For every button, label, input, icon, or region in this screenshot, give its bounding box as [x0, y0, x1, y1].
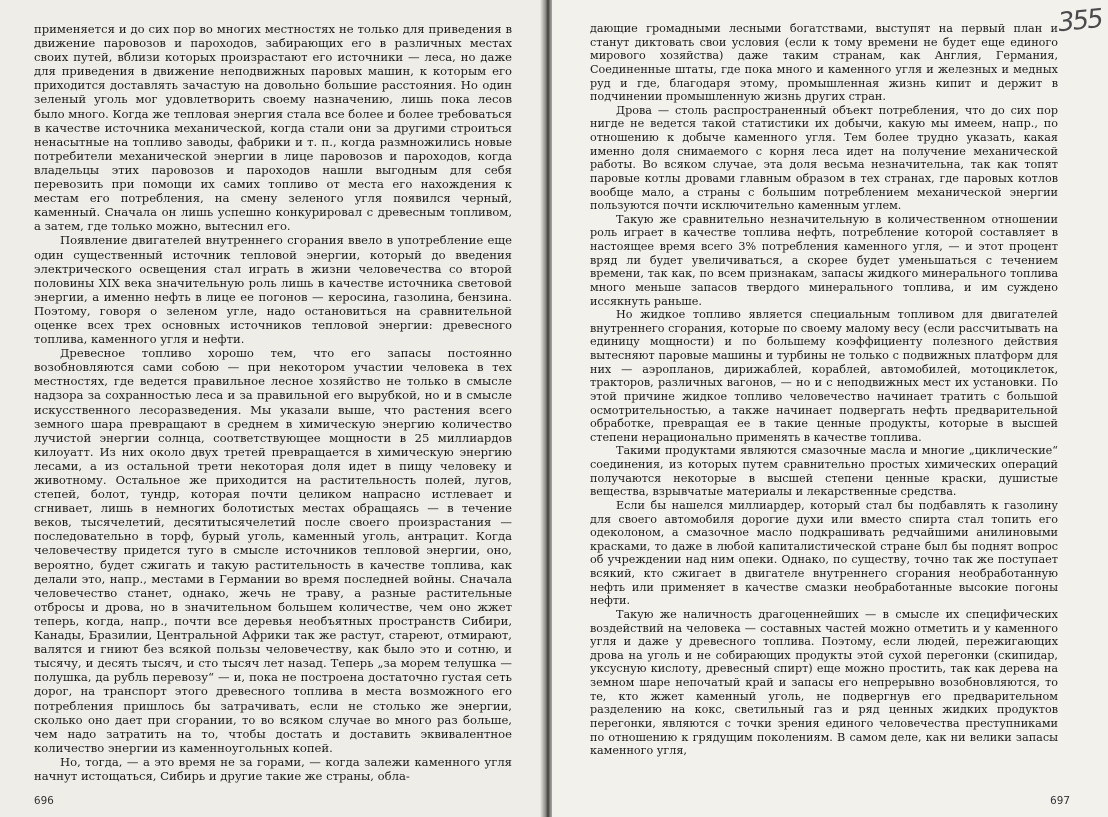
paragraph: Такими продуктами являются смазочные масла и многие „циклические“ соединения, из которых путем сравнительно простых химических операций получаются некоторые в высшей степени ценные краски, душистые вещества, взрывчатые материалы и лекарственные средства. — [590, 444, 1058, 499]
page-number: 696 — [34, 794, 54, 807]
paragraph: Но, тогда, — а это время не за горами, — когда залежи каменного угля начнут истощаться, Сибирь и другие такие же страны, обла- — [34, 754, 512, 783]
right-page-text — [590, 22, 1058, 758]
handwritten-page-mark: 355 — [1056, 3, 1104, 39]
paragraph: применяется и до сих пор во многих местностях не только для приведения в движение паровозов и пароходов, забирающих его в различных местах своих путей, вблизи которых произрастают его источники — леса, но даже для приведения в движение неподвижных паровых машин, к которым его приходится доставлять зачастую на довольно большие расстояния. Но один зеленый уголь мог удовлетворить своему назначению, лишь пока лесов было много. Когда же тепловая энергия стала все более и более требоваться в качестве источника механической, когда стали они за другими строиться ненасытные на топливо заводы, фабрики и т. п., когда размножились новые потребители механической энергии в лице паровозов и пароходов, когда владельцы этих паровозов и пароходов нашли выгодным для себя перевозить при помощи их самих топливо от места его нахождения к местам его потребления, на смену зеленого угля появился черный, каменный. Сначала он лишь успешно конкурировал с древесным топливом, а затем, где только можно, вытеснил его. — [34, 22, 512, 234]
paragraph: Дрова — столь распространенный объект потребления, что до сих пор нигде не ведется такой статистики их добычи, какую мы имеем, напр., по отношению к добыче каменного угля. Тем более трудно указать, какая именно доля снимаемого с корня леса идет на получение механической работы. Во всяком случае, эта доля весьма незначительна, так как топят паровые котлы дровами главным образом в тех странах, где паровых котлов вообще мало, а страны с большим потреблением механической энергии пользуются почти исключительно каменным углем. — [590, 103, 1058, 213]
paragraph: Если бы нашелся миллиардер, который стал бы подбавлять к газолину для своего автомобиля дорогие духи или вместо спирта стал топить его одеколоном, а смазочное масло подкрашивать редчайшими анилиновыми красками, то даже в любой капиталистической стране был бы поднят вопрос об учреждении над ним опеки. Однако, по существу, точно так же поступает всякий, кто сжигает в двигателе внутреннего сгорания необработанную нефть или применяет в качестве смазки необработанные высокие погоны нефти. — [590, 498, 1058, 608]
paragraph: Такую же сравнительно незначительную в количественном отношении роль играет в качестве топлива нефть, потребление которой составляет в настоящее время всего 3% потребления каменного угля, — и этот процент вряд ли будет увеличиваться, а скорее будет уменьшаться с течением времени, так как, по всем признакам, запасы жидкого минерального топлива много меньше запасов твердого минерального топлива, и им суждено иссякнуть раньше. — [590, 212, 1058, 308]
right-page — [552, 0, 1108, 817]
left-page — [0, 0, 545, 817]
paragraph: дающие громадными лесными богатствами, выступят на первый план и станут диктовать свои условия (если к тому времени не будет еще единого мирового хозяйства) даже таким странам, как Англия, Германия, Соединенные штаты, где пока много и каменного угля и железных и медных руд и где, благодаря этому, промышленная жизнь кипит и держит в подчинении промышленную жизнь других стран. — [590, 22, 1058, 104]
paragraph: Но жидкое топливо является специальным топливом для двигателей внутреннего сгорания, которые по своему малому весу (если рассчитывать на единицу мощности) и по большему коэффициенту полезного действия вытесняют паровые машины и турбины не только с подвижных платформ для них — аэропланов, дирижаблей, кораблей, автомобилей, мотоциклеток, тракторов, различных вагонов, — но и с неподвижных мест их установки. По этой причине жидкое топливо человечество начинает тратить с большой осмотрительностью, а также начинает подвергать нефть предварительной обработке, превращая ее в такие ценные продукты, которые в высшей степени нерационально применять в качестве топлива. — [590, 308, 1058, 444]
paragraph: Появление двигателей внутреннего сгорания ввело в употребление еще один существенный источник тепловой энергии, который до введения электрического освещения стал играть в жизни человечества со второй половины XIX века значительную роль лишь в качестве источника световой энергии, а именно нефть в лице ее погонов — керосина, газолина, бензина. Поэтому, говоря о зеленом угле, надо остановиться на сравнительной оценке всех трех основных источников тепловой энергии: древесного топлива, каменного угля и нефти. — [34, 233, 512, 347]
paragraph: Такую же наличность драгоценнейших — в смысле их специфических воздействий на человека — составных частей можно отметить и у каменного угля и даже у древесного топлива. Поэтому, если людей, пережигающих дрова на уголь и не собирающих продукты этой сухой перегонки (скипидар, уксусную кислоту, древесный спирт) еще можно простить, так как дерева на земном шаре непочатый край и запасы его непрерывно возобновляются, то те, кто жжет каменный уголь, не подвергнув его предварительном разделению на кокс, светильный газ и ряд ценных жидких продуктов перегонки, являются с точки зрения единого человечества преступниками по отношению к грядущим поколениям. В самом деле, как ни велики запасы каменного угля, — [590, 607, 1058, 758]
page-number: 697 — [1050, 794, 1070, 807]
paragraph: Древесное топливо хорошо тем, что его запасы постоянно возобновляются сами собою — при некотором участии человека в тех местностях, где ведется правильное лесное хозяйство не только в смысле надзора за сохранностью леса и за правильной его вырубкой, но и в смысле искусственного лесоразведения. Мы указали выше, что растения всего земного шара превращают в среднем в химическую энергию количество лучистой энергии солнца, соответствующее мощности в 25 миллиардов килоуатт. Из них около двух третей превращается в химическую энергию лесами, а из остальной трети некоторая доля идет в пищу человеку и животному. Остальное же приходится на растительность полей, лугов, степей, болот, тундр, которая почти целиком напрасно истлевает и сгнивает, лишь в немногих болотистых местах обращаясь — в течение веков, тысячелетий, десятитысячелетий после своего произрастания — последовательно в торф, бурый уголь, каменный уголь, антрацит. Когда человечеству придется туго в смысле источников тепловой энергии, оно, вероятно, будет сжигать и такую растительность в качестве топлива, как делали это, напр., местами в Германии во время последней войны. Сначала человечество станет, однако, жечь не траву, а разные растительные отбросы и дрова, но в значительном большем количестве, чем оно жжет теперь, когда, напр., почти все деревья необъятных пространств Сибири, Канады, Бразилии, Центральной Африки так же растут, стареют, отмирают, валятся и гниют без всякой пользы человечеству, как было это и сотню, и тысячу, и десять тысяч, и сто тысяч лет назад. Теперь „за морем телушка — полушка, да рубль перевозу“ — и, пока не построена достаточно густая сеть дорог, на транспорт этого древесного топлива в места возможного его потребления пришлось бы затрачивать, если не столько же энергии, сколько оно дает при сгорании, то во всяком случае во много раз больше, чем надо затратить на то, чтобы достать и доставить эквивалентное количество энергии из каменноугольных копей. — [34, 346, 512, 755]
left-page-text — [34, 22, 512, 783]
